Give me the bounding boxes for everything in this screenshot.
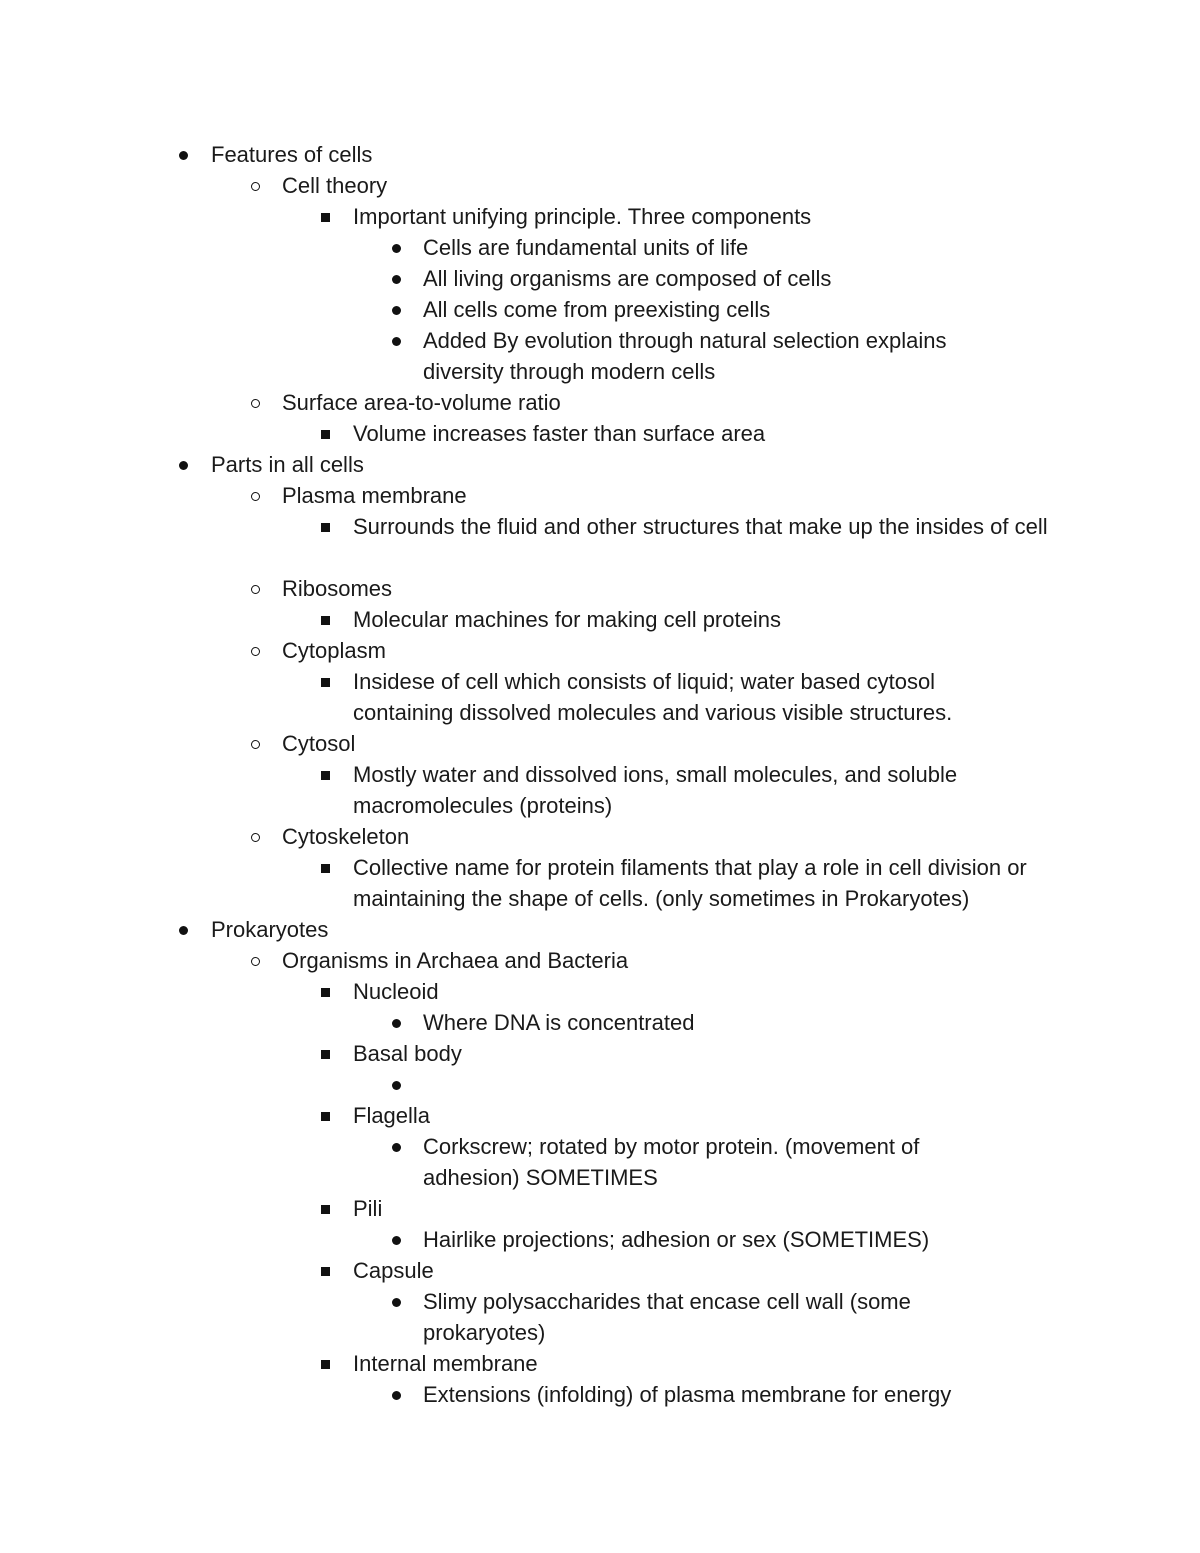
list-item bbox=[0, 1100, 1200, 1131]
list-item-text: Extensions (infolding) of plasma membrane for energy bbox=[423, 1382, 952, 1407]
list-item bbox=[0, 852, 1200, 914]
list-item-text: Plasma membrane bbox=[282, 483, 467, 508]
square-bullet-icon bbox=[318, 1100, 334, 1131]
list-item bbox=[0, 759, 1200, 821]
list-item bbox=[0, 325, 1200, 387]
square-bullet-icon bbox=[318, 511, 334, 542]
list-item-text: Where DNA is concentrated bbox=[423, 1010, 695, 1035]
list-item-text: All living organisms are composed of cells bbox=[423, 266, 832, 291]
hollow-bullet-icon bbox=[248, 821, 264, 852]
list-item bbox=[0, 449, 1200, 480]
list-item bbox=[0, 1348, 1200, 1379]
list-item bbox=[0, 201, 1200, 232]
list-item-text: Collective name for protein filaments that play a role in cell division or maintaining the shape of cells. (only sometimes in Prokaryotes) bbox=[353, 855, 1027, 911]
list-item-text: Mostly water and dissolved ions, small molecules, and soluble macromolecules (proteins) bbox=[353, 762, 958, 818]
filled-bullet-icon bbox=[389, 263, 405, 294]
square-bullet-icon bbox=[318, 976, 334, 1007]
list-item-text: Prokaryotes bbox=[211, 917, 329, 942]
hollow-bullet-icon bbox=[248, 480, 264, 511]
square-bullet-icon bbox=[318, 759, 334, 790]
bullet-outline bbox=[0, 139, 1200, 1410]
list-item-text: Surrounds the fluid and other structures that make up the insides of cell bbox=[353, 514, 1048, 539]
list-item bbox=[0, 1069, 1200, 1100]
square-bullet-icon bbox=[318, 418, 334, 449]
square-bullet-icon bbox=[318, 201, 334, 232]
list-item-text: Slimy polysaccharides that encase cell wall (some prokaryotes) bbox=[423, 1289, 911, 1345]
list-item bbox=[0, 728, 1200, 759]
list-item bbox=[0, 821, 1200, 852]
hollow-bullet-icon bbox=[248, 635, 264, 666]
hollow-bullet-icon bbox=[248, 728, 264, 759]
list-item-text: Features of cells bbox=[211, 142, 373, 167]
list-item bbox=[0, 294, 1200, 325]
square-bullet-icon bbox=[318, 666, 334, 697]
hollow-bullet-icon bbox=[248, 573, 264, 604]
list-item-text: Added By evolution through natural selection explains diversity through modern cells bbox=[423, 328, 947, 384]
square-bullet-icon bbox=[318, 1348, 334, 1379]
list-item-text: Cytosol bbox=[282, 731, 356, 756]
filled-bullet-icon bbox=[389, 325, 405, 356]
filled-bullet-icon bbox=[389, 294, 405, 325]
filled-bullet-icon bbox=[389, 1131, 405, 1162]
list-item bbox=[0, 1224, 1200, 1255]
list-item bbox=[0, 573, 1200, 604]
list-item-text: Cytoskeleton bbox=[282, 824, 410, 849]
filled-bullet-icon bbox=[389, 1224, 405, 1255]
list-item bbox=[0, 1007, 1200, 1038]
list-item bbox=[0, 1038, 1200, 1069]
list-item-text: Parts in all cells bbox=[211, 452, 364, 477]
list-item bbox=[0, 914, 1200, 945]
list-item-text: Important unifying principle. Three components bbox=[353, 204, 812, 229]
list-item-text: All cells come from preexisting cells bbox=[423, 297, 771, 322]
list-item-text: Insidese of cell which consists of liquid; water based cytosol containing dissolved molecules and various visible structures. bbox=[353, 669, 953, 725]
list-item bbox=[0, 1255, 1200, 1286]
list-item bbox=[0, 635, 1200, 666]
hollow-bullet-icon bbox=[248, 170, 264, 201]
list-item-text: Cytoplasm bbox=[282, 638, 386, 663]
list-item bbox=[0, 1286, 1200, 1348]
list-item-text: Flagella bbox=[353, 1103, 431, 1128]
filled-bullet-icon bbox=[389, 1007, 405, 1038]
list-item-text: Molecular machines for making cell proteins bbox=[353, 607, 781, 632]
list-item bbox=[0, 666, 1200, 728]
list-item-text: Cell theory bbox=[282, 173, 388, 198]
square-bullet-icon bbox=[318, 1193, 334, 1224]
list-item-text: Nucleoid bbox=[353, 979, 439, 1004]
list-item bbox=[0, 232, 1200, 263]
list-item-text: Internal membrane bbox=[353, 1351, 538, 1376]
list-item-text: Capsule bbox=[353, 1258, 434, 1283]
filled-bullet-icon bbox=[389, 232, 405, 263]
filled-bullet-icon bbox=[389, 1379, 405, 1410]
list-item bbox=[0, 604, 1200, 635]
list-item-text: Cells are fundamental units of life bbox=[423, 235, 749, 260]
list-item bbox=[0, 1193, 1200, 1224]
list-item bbox=[0, 976, 1200, 1007]
list-item bbox=[0, 418, 1200, 449]
list-item bbox=[0, 480, 1200, 511]
list-item-text: Hairlike projections; adhesion or sex (SOMETIMES) bbox=[423, 1227, 930, 1252]
list-item bbox=[0, 511, 1200, 573]
list-item-text: Surface area-to-volume ratio bbox=[282, 390, 561, 415]
filled-bullet-icon bbox=[389, 1286, 405, 1317]
list-item-text: Corkscrew; rotated by motor protein. (movement of adhesion) SOMETIMES bbox=[423, 1134, 920, 1190]
square-bullet-icon bbox=[318, 852, 334, 883]
list-item-text: Basal body bbox=[353, 1041, 462, 1066]
filled-bullet-icon bbox=[176, 139, 192, 170]
list-item bbox=[0, 1379, 1200, 1410]
list-item-text: Volume increases faster than surface area bbox=[353, 421, 766, 446]
list-item-text: Ribosomes bbox=[282, 576, 393, 601]
filled-bullet-icon bbox=[389, 1069, 405, 1100]
list-item bbox=[0, 263, 1200, 294]
square-bullet-icon bbox=[318, 1255, 334, 1286]
filled-bullet-icon bbox=[176, 449, 192, 480]
square-bullet-icon bbox=[318, 1038, 334, 1069]
list-item bbox=[0, 387, 1200, 418]
list-item bbox=[0, 945, 1200, 976]
list-item bbox=[0, 139, 1200, 170]
hollow-bullet-icon bbox=[248, 387, 264, 418]
filled-bullet-icon bbox=[176, 914, 192, 945]
hollow-bullet-icon bbox=[248, 945, 264, 976]
list-item bbox=[0, 170, 1200, 201]
square-bullet-icon bbox=[318, 604, 334, 635]
list-item bbox=[0, 1131, 1200, 1193]
list-item-text: Organisms in Archaea and Bacteria bbox=[282, 948, 629, 973]
list-item-text: Pili bbox=[353, 1196, 383, 1221]
